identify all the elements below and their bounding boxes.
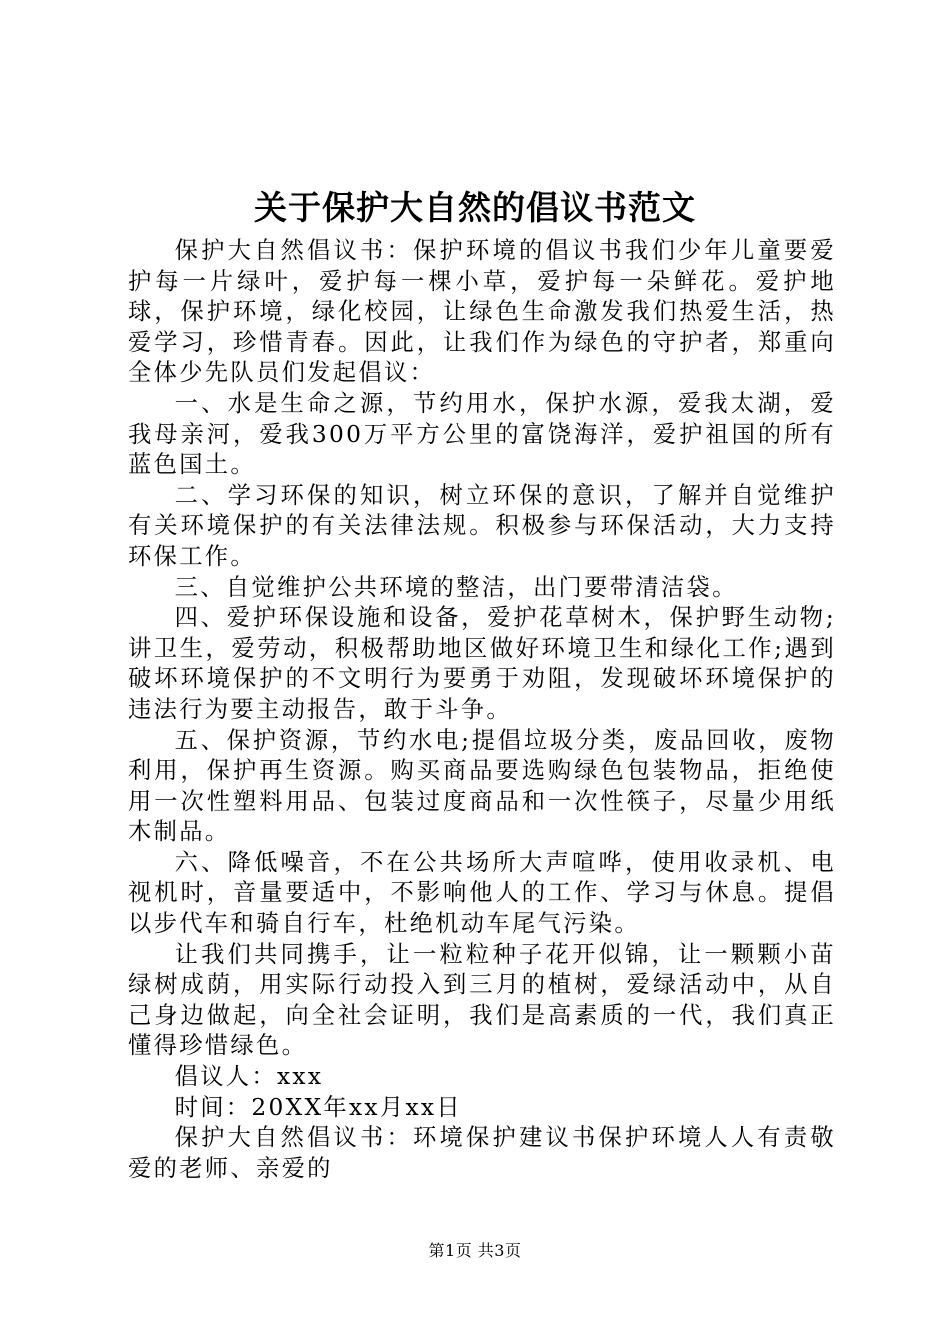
paragraph-item-1: 一、水是生命之源，节约用水，保护水源，爱我太湖，爱我母亲河，爱我300万平方公里的富饶海洋，爱护祖国的所有蓝色国土。 bbox=[128, 389, 836, 479]
paragraph-closing: 让我们共同携手，让一粒粒种子花开似锦，让一颗颗小苗绿树成荫，用实际行动投入到三月的植树，爱绿活动中，从自己身边做起，向全社会证明，我们是高素质的一代，我们真正懂得珍惜绿色。 bbox=[128, 940, 836, 1060]
paragraph-item-4: 四、爱护环保设施和设备，爱护花草树木，保护野生动物;讲卫生，爱劳动，积极帮助地区做好环境卫生和绿化工作;遇到破坏环境保护的不文明行为要勇于劝阻，发现破坏环境保护的违法行为要主动报告，敢于斗争。 bbox=[128, 604, 836, 723]
page-footer: 第1页 共3页 bbox=[428, 1241, 522, 1260]
paragraph-item-5: 五、保护资源，节约水电;提倡垃圾分类，废品回收，废物利用，保护再生资源。购买商品要选购绿色包装物品，拒绝使用一次性塑料用品、包装过度商品和一次性筷子，尽量少用纸木制品。 bbox=[128, 726, 836, 846]
paragraph-item-6: 六、降低噪音，不在公共场所大声喧哗，使用收录机、电视机时，音量要适中，不影响他人的工作、学习与休息。提倡以步代车和骑自行车，杜绝机动车尾气污染。 bbox=[128, 848, 836, 938]
paragraph-item-2: 二、学习环保的知识，树立环保的意识，了解并自觉维护有关环境保护的有关法律法规。积极参与环保活动，大力支持环保工作。 bbox=[128, 481, 836, 570]
document-title: 关于保护大自然的倡议书范文 bbox=[254, 188, 696, 227]
signature-line: 倡议人：xxx bbox=[174, 1063, 324, 1091]
paragraph-continued: 保护大自然倡议书：环境保护建议书保护环境人人有责敬爱的老师、亲爱的 bbox=[128, 1124, 836, 1182]
paragraph-item-3: 三、自觉维护公共环境的整洁，出门要带清洁袋。 bbox=[174, 573, 738, 601]
document-body bbox=[128, 236, 836, 1184]
date-line: 时间：20XX年xx月xx日 bbox=[174, 1093, 462, 1121]
paragraph-intro: 保护大自然倡议书：保护环境的倡议书我们少年儿童要爱护每一片绿叶，爱护每一棵小草，爱护每一朵鲜花。爱护地球，保护环境，绿化校园，让绿色生命激发我们热爱生活，热爱学习，珍惜青春。因此，让我们作为绿色的守护者，郑重向全体少先队员们发起倡议： bbox=[128, 237, 836, 387]
